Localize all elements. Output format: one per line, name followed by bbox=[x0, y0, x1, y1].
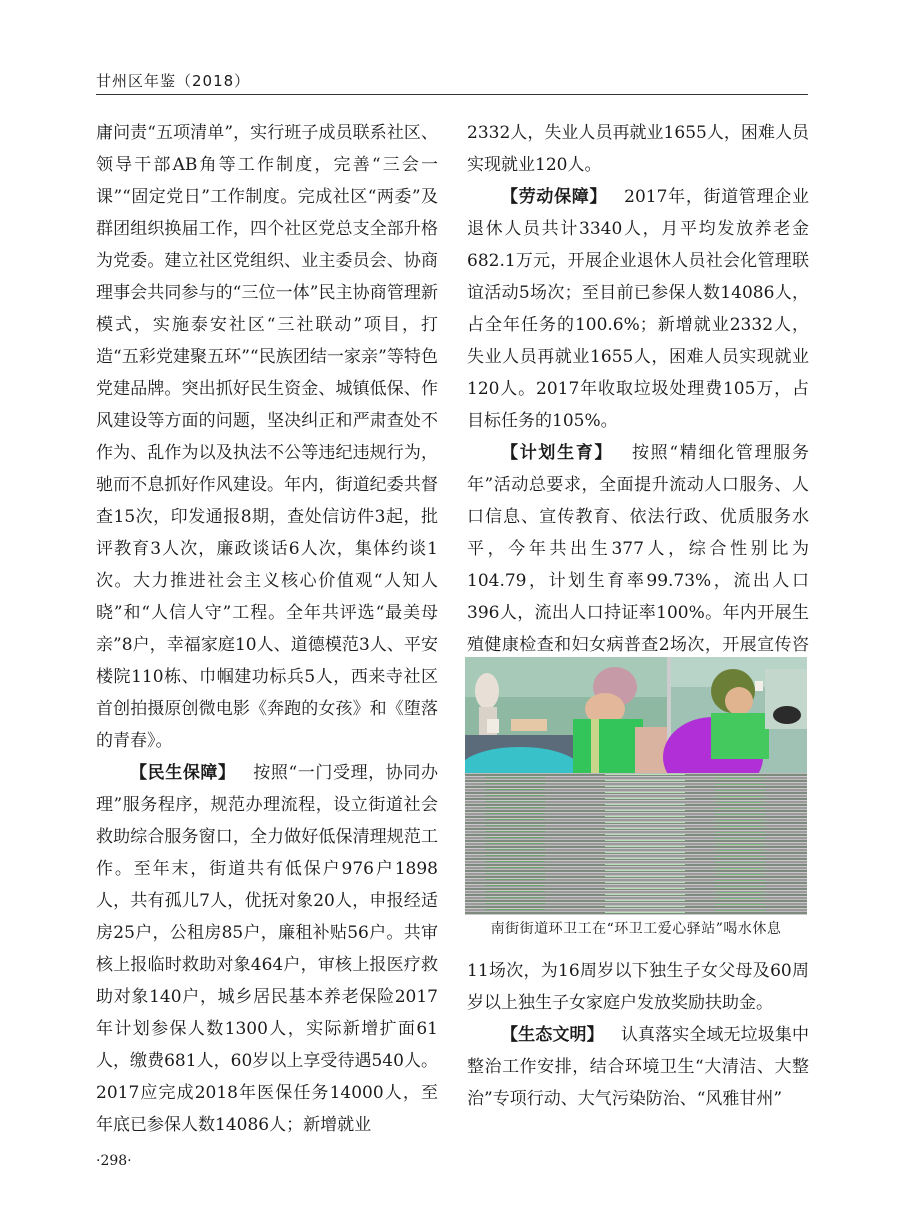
right-column-top bbox=[467, 117, 809, 693]
section-body-livelihood: 按照“一门受理，协同办理”服务程序，规范办理流程，设立街道社会救助综合服务窗口，全力做好低保清理规范工作。至年末，街道共有低保户976户1898人，共有孤儿7人，优抚对象20人，申报经适房25户，公租房85户，廉租补贴56户。共审核上报临时救助对象464户，审核上报医疗救助对象140户，城乡居民基本养老保险2017年计划参保人数1300人，实际新增扩面61人，缴费681人，60岁以上享受待遇540人。2017应完成2018年医保任务14000人，至年底已参保人数14086人；新增就业 bbox=[96, 763, 438, 1135]
photo-caption: 南街街道环卫工在“环卫工爱心驿站”喝水休息 bbox=[490, 921, 782, 937]
paragraph-after-photo: 11场次，为16周岁以下独生子女父母及60周岁以上独生子女家庭户发放奖励扶助金。 bbox=[467, 961, 809, 1013]
section-body-ecology: 认真落实全域无垃圾集中整治工作安排，结合环境卫生“大清洁、大整治”专项行动、大气污染防治、“风雅甘州” bbox=[467, 1025, 810, 1109]
page-number: ·298· bbox=[96, 1153, 132, 1169]
section-heading-family-planning: 【计划生育】 bbox=[501, 443, 614, 463]
section-body-labor: 2017年，街道管理企业退休人员共计3340人，月平均发放养老金682.1万元，开展企业退休人员社会化管理联谊活动5场次；至目前已参保人数14086人，占全年任务的100.6%；新增就业2332人，失业人员再就业1655人，困难人员实现就业120人。2017年收取垃圾处理费105万，占目标任务的105%。 bbox=[467, 187, 809, 431]
section-family-planning bbox=[467, 437, 809, 693]
paragraph-party-building: 庸问责“五项清单”，实行班子成员联系社区、领导干部AB角等工作制度，完善“三会一课”“固定党日”工作制度。完成社区“两委”及群团组织换届工作，四个社区党总支全部升格为党委。建立社区党组织、业主委员会、协商理事会共同参与的“三位一体”民主协商管理新模式，实施泰安社区“三社联动”项目，打造“五彩党建聚五环”“民族团结一家亲”等特色党建品牌。突出抓好民生资金、城镇低保、作风建设等方面的问题，坚决纠正和严肃查处不作为、乱作为以及执法不公等违纪违规行为，驰而不息抓好作风建设。年内，街道纪委共督查15次，印发通报8期，查处信访件3起，批评教育3人次，廉政谈话6人次，集体约谈1次。大力推进社会主义核心价值观“人知人晓”和“人信人守”工程。全年共评选“最美母亲”8户，幸福家庭10人、道德模范3人、平安楼院110栋、巾帼建功标兵5人，西来寺社区首创拍摄原创微电影《奔跑的女孩》和《堕落的青春》。 bbox=[96, 123, 438, 751]
section-ecology bbox=[467, 1019, 809, 1115]
section-heading-labor: 【劳动保障】 bbox=[501, 187, 608, 207]
left-column bbox=[96, 117, 438, 1141]
section-heading-ecology: 【生态文明】 bbox=[501, 1025, 604, 1045]
section-heading-livelihood: 【民生保障】 bbox=[130, 763, 236, 783]
section-labor bbox=[467, 181, 809, 437]
section-body-family-planning: 按照“精细化管理服务年”活动总要求，全面提升流动人口服务、人口信息、宣传教育、依法行政、优质服务水平，今年共出生377人，综合性别比为104.79，计划生育率99.73%，流出人口396人，流出人口持证率100%。年内开展生殖健康检查和妇女病普查2场次，开展宣传咨 bbox=[467, 443, 810, 655]
paragraph-continued: 2332人，失业人员再就业1655人，困难人员实现就业120人。 bbox=[467, 123, 809, 175]
header-title: 甘州区年鉴（2018） bbox=[96, 72, 251, 90]
right-column-bottom bbox=[467, 955, 809, 1115]
photo-sanitation-workers bbox=[465, 657, 807, 915]
running-header bbox=[96, 68, 808, 95]
photo-illustration bbox=[465, 657, 807, 915]
section-livelihood bbox=[96, 757, 438, 1141]
